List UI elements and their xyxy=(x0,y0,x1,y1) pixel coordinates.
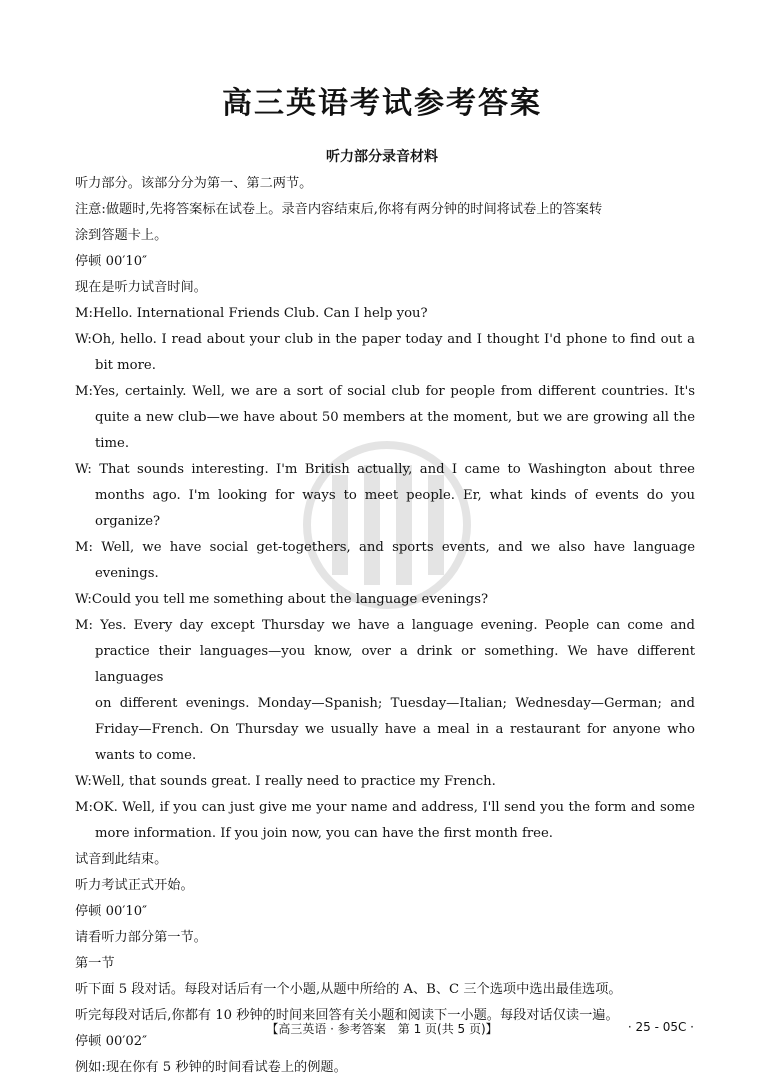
text-line: 试音到此结束。 xyxy=(75,852,168,867)
text-line: 涂到答题卡上。 xyxy=(75,228,168,243)
text-line: 停顿 00′10″ xyxy=(75,904,148,919)
section-subtitle: 听力部分录音材料 xyxy=(326,149,438,165)
dialogue-continuation: evenings. xyxy=(95,566,159,581)
text-line: 注意:做题时,先将答案标在试卷上。录音内容结束后,你将有两分钟的时间将试卷上的答案转 xyxy=(75,202,603,217)
dialogue-continuation: more information. If you join now, you can have the first month free. xyxy=(95,826,553,841)
dialogue-line: M:OK. Well, if you can just give me your name and address, I'll send you the form and some xyxy=(75,800,695,815)
dialogue-continuation: Friday—French. On Thursday we usually have a meal in a restaurant for anyone who xyxy=(95,722,695,737)
dialogue-line: M:Hello. International Friends Club. Can I help you? xyxy=(75,306,428,321)
text-line: 例如:现在你有 5 秒钟的时间看试卷上的例题。 xyxy=(75,1060,347,1075)
text-line: 听力考试正式开始。 xyxy=(75,878,194,893)
text-line: 听力部分。该部分分为第一、第二两节。 xyxy=(75,176,313,191)
text-line: 听完每段对话后,你都有 10 秒钟的时间来回答有关小题和阅读下一小题。每段对话仅读一遍。 xyxy=(75,1008,619,1023)
page-title: 高三英语考试参考答案 xyxy=(222,86,542,121)
text-line: 停顿 00′02″ xyxy=(75,1034,148,1049)
dialogue-line: M: Well, we have social get-togethers, and sports events, and we also have language xyxy=(75,540,695,555)
dialogue-line: W: That sounds interesting. I'm British actually, and I came to Washington about three xyxy=(75,462,695,477)
dialogue-continuation: wants to come. xyxy=(95,748,197,763)
dialogue-line: W:Could you tell me something about the language evenings? xyxy=(75,592,489,607)
dialogue-continuation: bit more. xyxy=(95,358,156,373)
dialogue-line: M: Yes. Every day except Thursday we have a language evening. People can come and xyxy=(75,618,695,633)
dialogue-continuation: on different evenings. Monday—Spanish; Tuesday—Italian; Wednesday—German; and xyxy=(95,696,695,711)
text-line: 听下面 5 段对话。每段对话后有一个小题,从题中所给的 A、B、C 三个选项中选出最佳选项。 xyxy=(75,982,622,997)
footer-page-info: 【高三英语 · 参考答案 第 1 页(共 5 页)】 xyxy=(266,1022,498,1036)
dialogue-line: W:Oh, hello. I read about your club in the paper today and I thought I'd phone to find out a xyxy=(75,332,695,347)
dialogue-continuation: quite a new club—we have about 50 members at the moment, but we are growing all the time. xyxy=(95,410,695,451)
text-line: 现在是听力试音时间。 xyxy=(75,280,207,295)
dialogue-line: M:Yes, certainly. Well, we are a sort of social club for people from different countries. It's xyxy=(75,384,695,399)
footer-code: · 25 - 05C · xyxy=(627,1020,694,1034)
transcript-body xyxy=(75,171,695,1081)
section-heading: 第一节 xyxy=(75,956,115,971)
dialogue-continuation: months ago. I'm looking for ways to meet people. Er, what kinds of events do you organize? xyxy=(95,488,695,529)
dialogue-continuation: practice their languages—you know, over a drink or something. We have different languages xyxy=(95,644,695,685)
dialogue-line: W:Well, that sounds great. I really need to practice my French. xyxy=(75,774,496,789)
text-line: 请看听力部分第一节。 xyxy=(75,930,207,945)
text-line: 停顿 00′10″ xyxy=(75,254,148,269)
page-footer xyxy=(0,1020,764,1040)
